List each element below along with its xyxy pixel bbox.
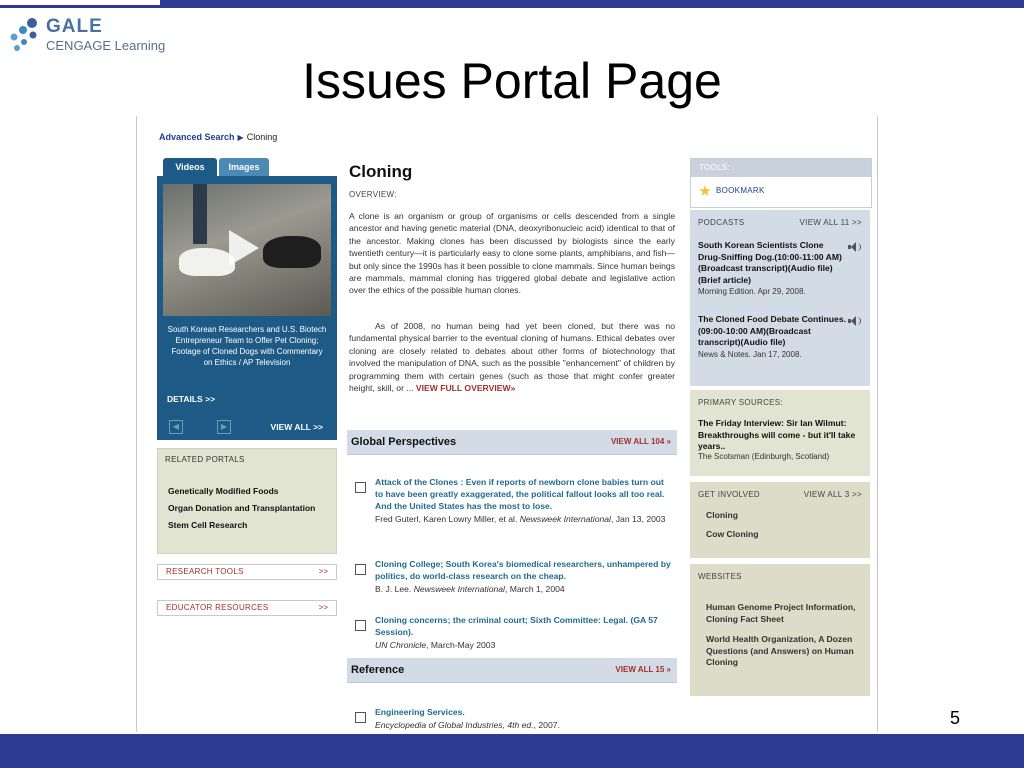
primary-sources-header xyxy=(698,398,862,407)
article-authors: B. J. Lee. xyxy=(375,584,412,594)
get-involved-link[interactable]: Cow Cloning xyxy=(706,529,759,539)
primary-sources-heading: PRIMARY SOURCES: xyxy=(698,398,783,407)
article-publication: Newsweek International xyxy=(519,514,611,524)
chevron-right-icon: >> xyxy=(318,567,328,576)
article-date: , 2007. xyxy=(533,720,560,730)
article-publication: UN Chronicle xyxy=(375,640,427,650)
slide-title: Issues Portal Page xyxy=(302,53,722,109)
media-pager xyxy=(157,416,337,436)
overview-paragraph-2 xyxy=(349,320,675,394)
speaker-icon[interactable] xyxy=(848,316,860,326)
article-citation xyxy=(375,719,671,731)
websites-heading: WEBSITES xyxy=(698,572,742,581)
podcast-item xyxy=(698,314,848,360)
media-view-all-label: VIEW ALL xyxy=(270,422,311,432)
website-link[interactable]: World Health Organization, A Dozen Questions (and Answers) on Human Cloning xyxy=(706,634,854,667)
reference-header xyxy=(347,658,677,683)
get-involved-heading: GET INVOLVED xyxy=(698,490,760,499)
podcast-item xyxy=(698,240,848,297)
article-authors: Fred Guterl, Karen Lowry Miller, et al. xyxy=(375,514,518,524)
portal-title: Cloning xyxy=(349,162,413,181)
left-column xyxy=(157,158,337,616)
media-view-all-arrow-icon: >> xyxy=(313,422,323,432)
chevron-right-icon: >> xyxy=(318,603,328,612)
article-date: , Jan 13, 2003 xyxy=(610,514,666,524)
article-title-link[interactable]: Attack of the Clones : Even if reports of newborn clone babies turn out to have been greatly exaggerated, the political fallout looks all too real. And the United States has the most to lose. xyxy=(375,477,665,512)
article-citation xyxy=(375,639,671,651)
next-arrow-icon[interactable]: ▶ xyxy=(217,420,231,434)
tab-images[interactable]: Images xyxy=(219,158,269,176)
global-perspectives-header xyxy=(347,430,677,455)
podcast-source: Morning Edition. Apr 29, 2008. xyxy=(698,287,806,296)
media-pager-bar xyxy=(157,420,337,440)
get-involved-header xyxy=(698,490,862,499)
overview-paragraph-1: A clone is an organism or group of organisms or cells descended from a single ancestor and having genetic material (DNA, deoxyribonucleic acid) identical to that of the ancestor. Making clones has been discussed by biologists since the early twentieth century—it is particularly easy to clone some plants, amphibians, and fish—but only since the 1990s has it been possible to clone mammals. Since human beings are mammals, mammal cloning has triggered global debate and legislative action over the ethics of the possible human clones. xyxy=(349,211,675,296)
video-person-leg xyxy=(193,184,207,244)
article-citation xyxy=(375,583,671,595)
article-checkbox[interactable] xyxy=(355,620,366,631)
logo-cengage-text: CENGAGE Learning xyxy=(46,38,166,53)
podcast-source: News & Notes. Jan 17, 2008. xyxy=(698,349,802,359)
slide-top-bar-gap xyxy=(0,0,160,5)
speaker-icon[interactable] xyxy=(848,242,860,252)
research-tools-button[interactable] xyxy=(157,564,337,580)
article-title-link[interactable]: Engineering Services. xyxy=(375,707,465,717)
podcasts-header xyxy=(698,218,862,227)
article-checkbox[interactable] xyxy=(355,564,366,575)
get-involved-link[interactable]: Cloning xyxy=(706,510,738,520)
breadcrumb xyxy=(159,132,277,142)
bookmark-label: BOOKMARK xyxy=(716,186,765,196)
global-perspectives-view-all-link[interactable]: VIEW ALL 104 » xyxy=(610,437,671,446)
media-view-all-link[interactable] xyxy=(271,422,323,432)
websites-header xyxy=(698,572,862,581)
related-portals-list xyxy=(168,483,315,534)
portal-screenshot xyxy=(136,116,878,732)
bookmark-button[interactable] xyxy=(699,185,765,197)
slide-bottom-bar xyxy=(0,734,1024,768)
reference-heading: Reference xyxy=(351,664,405,676)
view-full-overview-link[interactable]: VIEW FULL OVERVIEW» xyxy=(415,383,516,394)
slide-page-number: 5 xyxy=(950,708,961,728)
details-link[interactable] xyxy=(167,394,215,404)
website-link[interactable]: Human Genome Project Information, Cloning Fact Sheet xyxy=(706,602,856,624)
overview-paragraph-2-text: As of 2008, no human being had yet been cloned, but there was no fundamental physical barrier to the eventual cloning of humans. Ethical debates over cloning are closely related to debates about other forms of biotechnology that involved the manipulation of DNA, such as the possible "enhancement" of children by programming them with certain genes (such as those that might confer greater height, skill, or ... xyxy=(349,321,675,394)
breadcrumb-current: Cloning xyxy=(246,132,278,142)
overview-label: OVERVIEW: xyxy=(349,190,397,199)
related-portals-heading: RELATED PORTALS xyxy=(165,455,245,464)
global-perspectives-heading: Global Perspectives xyxy=(351,436,457,448)
educator-resources-label: EDUCATOR RESOURCES xyxy=(166,603,269,612)
primary-sources-box xyxy=(690,390,870,476)
primary-source-publication: The Scotsman (Edinburgh, Scotland) xyxy=(698,452,830,461)
podcasts-view-all-link[interactable]: VIEW ALL 11 >> xyxy=(799,218,862,227)
related-portal-link[interactable]: Organ Donation and Transplantation xyxy=(168,503,316,513)
get-involved-view-all-link[interactable]: VIEW ALL 3 >> xyxy=(803,490,862,499)
websites-box xyxy=(690,564,870,696)
related-portal-link[interactable]: Genetically Modified Foods xyxy=(168,486,279,496)
tab-videos[interactable]: Videos xyxy=(163,158,217,176)
star-icon xyxy=(699,185,711,197)
logo-gale-text: GALE xyxy=(46,16,103,37)
video-player[interactable] xyxy=(163,184,331,316)
article-publication: Newsweek International xyxy=(413,584,505,594)
breadcrumb-advanced-search-link[interactable]: Advanced Search xyxy=(159,132,235,142)
educator-resources-button[interactable] xyxy=(157,600,337,616)
video-white-dog xyxy=(179,248,235,276)
podcasts-heading: PODCASTS xyxy=(698,218,745,227)
podcast-title-link[interactable]: The Cloned Food Debate Continues.(09:00-10:00 AM)(Broadcast transcript)(Audio file) xyxy=(698,314,847,347)
research-tools-label: RESEARCH TOOLS xyxy=(166,567,244,576)
get-involved-box xyxy=(690,482,870,558)
article-date: , March-May 2003 xyxy=(426,640,496,650)
media-tabs xyxy=(157,158,337,176)
video-caption: South Korean Researchers and U.S. Biotech Entrepreneur Team to Offer Pet Cloning; Footage of Cloned Dogs with Commentary on Ethics / AP Television xyxy=(167,325,327,367)
article-citation xyxy=(375,513,671,525)
logo-dots-icon xyxy=(6,16,40,56)
tools-heading: TOOLS: xyxy=(691,159,871,177)
primary-source-title-link[interactable]: The Friday Interview: Sir Ian Wilmut: Breakthroughs will come - but it'll take years.. xyxy=(698,418,856,451)
breadcrumb-arrow-icon: ▶ xyxy=(237,133,244,142)
article-date: , March 1, 2004 xyxy=(504,584,565,594)
related-portal-link[interactable]: Stem Cell Research xyxy=(168,520,248,530)
article-publication: Encyclopedia of Global Industries, 4th ed. xyxy=(375,720,534,730)
play-icon[interactable] xyxy=(229,230,259,266)
article-title-link[interactable]: Cloning concerns; the criminal court; Sixth Committee: Legal. (GA 57 Session). xyxy=(375,615,658,638)
podcasts-box xyxy=(690,210,870,386)
reference-view-all-link[interactable]: VIEW ALL 15 » xyxy=(615,665,671,674)
tools-box xyxy=(690,158,872,208)
video-black-dog xyxy=(263,236,321,268)
article-title-link[interactable]: Cloning College; South Korea's biomedical researchers, unhampered by politics, do world-class research on the cheap. xyxy=(375,559,671,582)
details-arrow-icon: >> xyxy=(205,394,216,404)
article-checkbox[interactable] xyxy=(355,712,366,723)
related-portals-box xyxy=(157,448,337,554)
article-checkbox[interactable] xyxy=(355,482,366,493)
prev-arrow-icon[interactable]: ◀ xyxy=(169,420,183,434)
details-link-label: DETAILS xyxy=(167,394,203,404)
podcast-title-link[interactable]: South Korean Scientists Clone Drug-Sniffing Dog.(10:00-11:00 AM)(Broadcast transcript)(Audio file)(Brief article) xyxy=(698,240,842,285)
media-panel xyxy=(157,176,337,420)
